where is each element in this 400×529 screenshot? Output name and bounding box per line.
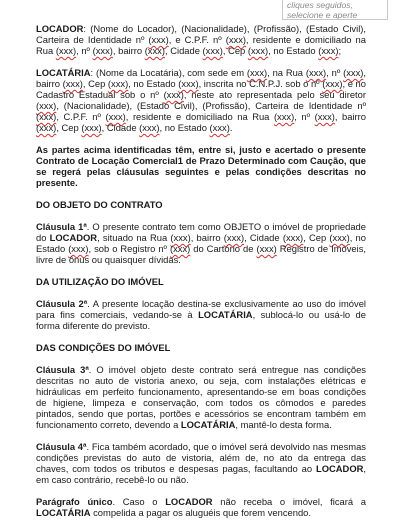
body-text: , (Nacionalidade), (Estado Civil), (Profissão), Carteira de Identidade nº bbox=[56, 100, 366, 111]
body-text: , Cep bbox=[222, 45, 248, 56]
body-text: ; bbox=[338, 45, 342, 56]
clause-3 bbox=[36, 364, 366, 430]
body-text: . Fica também acordado, que o imóvel será devolvido nas mesmas condições previstas do auto de vistoria, além de, no ato da entrega das chaves, com todos os tributos e despesas pagas, facultando ao bbox=[36, 441, 366, 474]
placeholder-field: (xxx) bbox=[318, 45, 339, 56]
placeholder-field: (xxx) bbox=[148, 34, 169, 45]
body-text: Registro de Imóveis, livre de ônus ou quaisquer dívidas. bbox=[36, 243, 366, 265]
bold-text: Cláusula 1ª bbox=[36, 221, 87, 232]
placeholder-field: (xxx) bbox=[314, 111, 335, 122]
body-text: compelida a pagar os aluguéis que forem vencendo. bbox=[90, 507, 311, 518]
body-text: . bbox=[229, 122, 233, 133]
clause-1 bbox=[36, 221, 366, 265]
bold-text: LOCATÁRIA bbox=[198, 309, 253, 320]
bold-text: LOCADOR bbox=[49, 232, 98, 243]
bold-text: Cláusula 2ª bbox=[36, 298, 88, 309]
body-text: . O presente contrato tem como OBJETO o imóvel de propriedade do bbox=[36, 221, 366, 243]
placeholder-field: (xxx) bbox=[163, 89, 184, 100]
placeholder-field: (xxx) bbox=[305, 67, 327, 78]
body-text: , Cidade bbox=[101, 122, 140, 133]
bold-text: As partes acima identificadas têm, entre si, justo e acertado o presente Contrato de Locação Comercial1 de Prazo Determinado com Caução, que se regerá pelas cláusulas seguintes e pelas condições descritas no presente. bbox=[36, 144, 366, 188]
placeholder-field: (xxx) bbox=[223, 232, 245, 243]
placeholder-field: (xxx) bbox=[225, 34, 247, 45]
bold-text: LOCADOR bbox=[36, 23, 84, 34]
body-text: , nº bbox=[326, 67, 344, 78]
placeholder-field: (xxx) bbox=[36, 111, 57, 122]
placeholder-field: (xxx) bbox=[256, 243, 277, 254]
body-text: , Cep bbox=[303, 232, 330, 243]
placeholder-field: (xxx) bbox=[169, 243, 191, 254]
instruction-note bbox=[282, 0, 388, 20]
body-text: , C.P.F. nº bbox=[56, 111, 106, 122]
placeholder-field: (xxx) bbox=[55, 45, 77, 56]
placeholder-field: (xxx) bbox=[209, 122, 230, 133]
body-text: : (Nome da Locatária), com sede em bbox=[90, 67, 247, 78]
body-text: , bairro bbox=[36, 67, 366, 89]
body-text: , residente e domiciliado na Rua bbox=[125, 111, 274, 122]
body-text: , Cidade bbox=[165, 45, 203, 56]
body-text: , e C.P.F. nº bbox=[168, 34, 226, 45]
placeholder-field: (xxx) bbox=[81, 122, 102, 133]
body-text: , bairro bbox=[334, 111, 367, 122]
body-text: , Cep bbox=[56, 122, 82, 133]
placeholder-field: (xxx) bbox=[273, 111, 295, 122]
body-text: . A presente locação destina-se exclusivamente ao uso do imóvel para fins comerciais, vedando-se à bbox=[36, 298, 366, 320]
body-text: , neste ato representada pelo seu diretor bbox=[183, 89, 366, 100]
locador-paragraph bbox=[36, 23, 366, 56]
body-text: , Cidade bbox=[244, 232, 283, 243]
placeholder-field: (xxx) bbox=[92, 45, 113, 56]
bold-text: Parágrafo único bbox=[36, 496, 113, 507]
body-text: , em caso contrário, recebê-lo ou não. bbox=[36, 463, 366, 485]
bold-text: Cláusula 4ª bbox=[36, 441, 87, 452]
section-heading-utilizacao: DA UTILIZAÇÃO DO IMÓVEL bbox=[36, 276, 164, 287]
placeholder-field: (xxx) bbox=[329, 232, 350, 243]
body-text: , nº bbox=[76, 45, 93, 56]
clause-2 bbox=[36, 298, 366, 331]
body-text: , nº bbox=[294, 111, 315, 122]
body-text: , na Rua bbox=[267, 67, 306, 78]
body-text: , no Estado bbox=[268, 45, 319, 56]
instruction-note-text: cliques seguidos, selecione e aperte bbox=[287, 0, 358, 20]
section-heading-condicoes: DAS CONDIÇÕES DO IMÓVEL bbox=[36, 342, 171, 353]
body-text: , bairro bbox=[190, 232, 224, 243]
placeholder-field: (xxx) bbox=[68, 243, 89, 254]
body-text: : (Nome do Locador), (Nacionalidade), (Profissão), (Estado Civil), Carteira de Identidade nº bbox=[36, 23, 366, 45]
bold-text: LOCATÁRIA bbox=[36, 507, 91, 518]
body-text: do Cartório de bbox=[190, 243, 257, 254]
body-text: , no Estado bbox=[159, 122, 210, 133]
body-text: , inscrita no C.N.P.J. sob o nº bbox=[198, 78, 323, 89]
clause-4 bbox=[36, 441, 366, 485]
placeholder-field: (xxx) bbox=[36, 100, 57, 111]
placeholder-field: (xxx) bbox=[62, 78, 83, 89]
body-text: , bairro bbox=[112, 45, 145, 56]
body-text: , sublocá-lo ou usá-lo de forma diferente do previsto. bbox=[36, 309, 366, 331]
placeholder-field: (xxx) bbox=[202, 45, 223, 56]
body-text: , residente e domiciliado na Rua bbox=[36, 34, 366, 56]
placeholder-field: (xxx) bbox=[36, 122, 57, 133]
body-text: , no Estado bbox=[128, 78, 179, 89]
body-text: , sob o Registro nº bbox=[88, 243, 170, 254]
placeholder-field: (xxx) bbox=[322, 78, 343, 89]
placeholder-field: (xxx) bbox=[178, 78, 199, 89]
intro-paragraph bbox=[36, 144, 366, 188]
paragrafo-unico bbox=[36, 496, 366, 518]
bold-text: LOCATÁRIA bbox=[180, 419, 236, 430]
placeholder-field: (xxx) bbox=[139, 122, 160, 133]
body-text: , Cep bbox=[82, 78, 108, 89]
placeholder-field: (xxx) bbox=[246, 67, 268, 78]
section-heading-objeto: DO OBJETO DO CONTRATO bbox=[36, 199, 163, 210]
bold-text: Cláusula 3ª bbox=[36, 364, 89, 375]
body-text: . O imóvel objeto deste contrato será entregue nas condições descritas no auto de vistoria anexo, ou seja, com instalações elétricas e hidráulicas em perfeito funcionamento, apresentando-se em boas condições de higiene, limpeza e conservação, com todos os cômodos e paredes pintados, sendo que portas, portões e acessórios se encontram também em funcionamento correto, devendo a bbox=[36, 364, 366, 430]
locataria-paragraph bbox=[36, 67, 366, 133]
bold-text: LOCADOR bbox=[165, 496, 213, 507]
bold-text: LOCADOR bbox=[315, 463, 364, 474]
placeholder-field: (xxx) bbox=[105, 111, 126, 122]
body-text: . Caso o bbox=[112, 496, 166, 507]
placeholder-field: (xxx) bbox=[282, 232, 304, 243]
body-text: , e no Cadastro Estadual sob o nº bbox=[36, 78, 366, 100]
placeholder-field: (xxx) bbox=[144, 45, 165, 56]
placeholder-field: (xxx) bbox=[107, 78, 129, 89]
body-text: não receba o imóvel, ficará a bbox=[212, 496, 366, 507]
placeholder-field: (xxx) bbox=[247, 45, 269, 56]
body-text: , situado na Rua bbox=[97, 232, 171, 243]
body-text: , mantê-lo desta forma. bbox=[235, 419, 332, 430]
contract-page bbox=[36, 23, 366, 529]
placeholder-field: (xxx) bbox=[343, 67, 364, 78]
placeholder-field: (xxx) bbox=[170, 232, 191, 243]
bold-text: LOCATÁRIA bbox=[36, 67, 91, 78]
body-text: , no Estado bbox=[36, 232, 366, 254]
